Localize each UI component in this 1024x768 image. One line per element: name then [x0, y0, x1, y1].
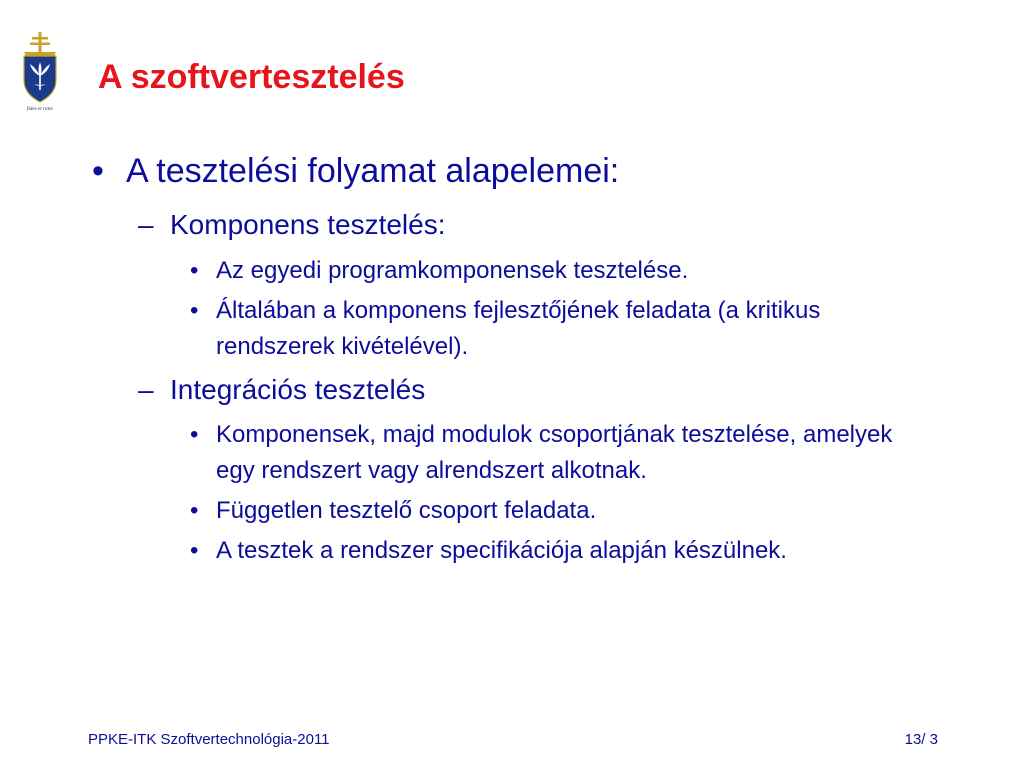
bullet-mark: •: [190, 537, 199, 564]
dash-mark: –: [138, 374, 154, 405]
list-item: [190, 493, 930, 529]
subbullet-text: Komponens tesztelés:: [170, 209, 446, 240]
list-item: [190, 417, 930, 489]
subbullet-text: Integrációs tesztelés: [170, 374, 426, 405]
dash-mark: –: [138, 209, 154, 240]
bullet-mark: •: [92, 152, 104, 190]
list-item-text: A tesztek a rendszer specifikációja alapján készülnek.: [216, 537, 787, 564]
bullet-mark: •: [190, 421, 199, 448]
list-item-text: Független tesztelő csoport feladata.: [216, 497, 597, 524]
subbullet-komponens: [138, 207, 446, 243]
bullet-mark: •: [190, 257, 199, 284]
footer-course: PPKE-ITK Szoftvertechnológia-2011: [88, 731, 330, 748]
list-item-text: Komponensek, majd modulok csoportjának tesztelése, amelyek egy rendszert vagy alrendszert alkotnak.: [216, 421, 893, 484]
bullet-level1: [92, 151, 619, 191]
bullet-mark: •: [190, 297, 199, 324]
svg-text:fides et ratio: fides et ratio: [26, 106, 54, 112]
list-item: [190, 253, 930, 289]
subbullet-integracio: [138, 372, 425, 408]
bullet-text: A tesztelési folyamat alapelemei:: [126, 152, 620, 190]
list-item-text: Általában a komponens fejlesztőjének feladata (a kritikus rendszerek kivételével).: [216, 297, 821, 360]
list-item: [190, 533, 930, 569]
list-item: [190, 293, 930, 365]
footer-page-number: 13/ 3: [904, 731, 938, 748]
list-item-text: Az egyedi programkomponensek tesztelése.: [216, 257, 689, 284]
bullet-mark: •: [190, 497, 199, 524]
slide-title: A szoftvertesztelés: [98, 58, 405, 96]
